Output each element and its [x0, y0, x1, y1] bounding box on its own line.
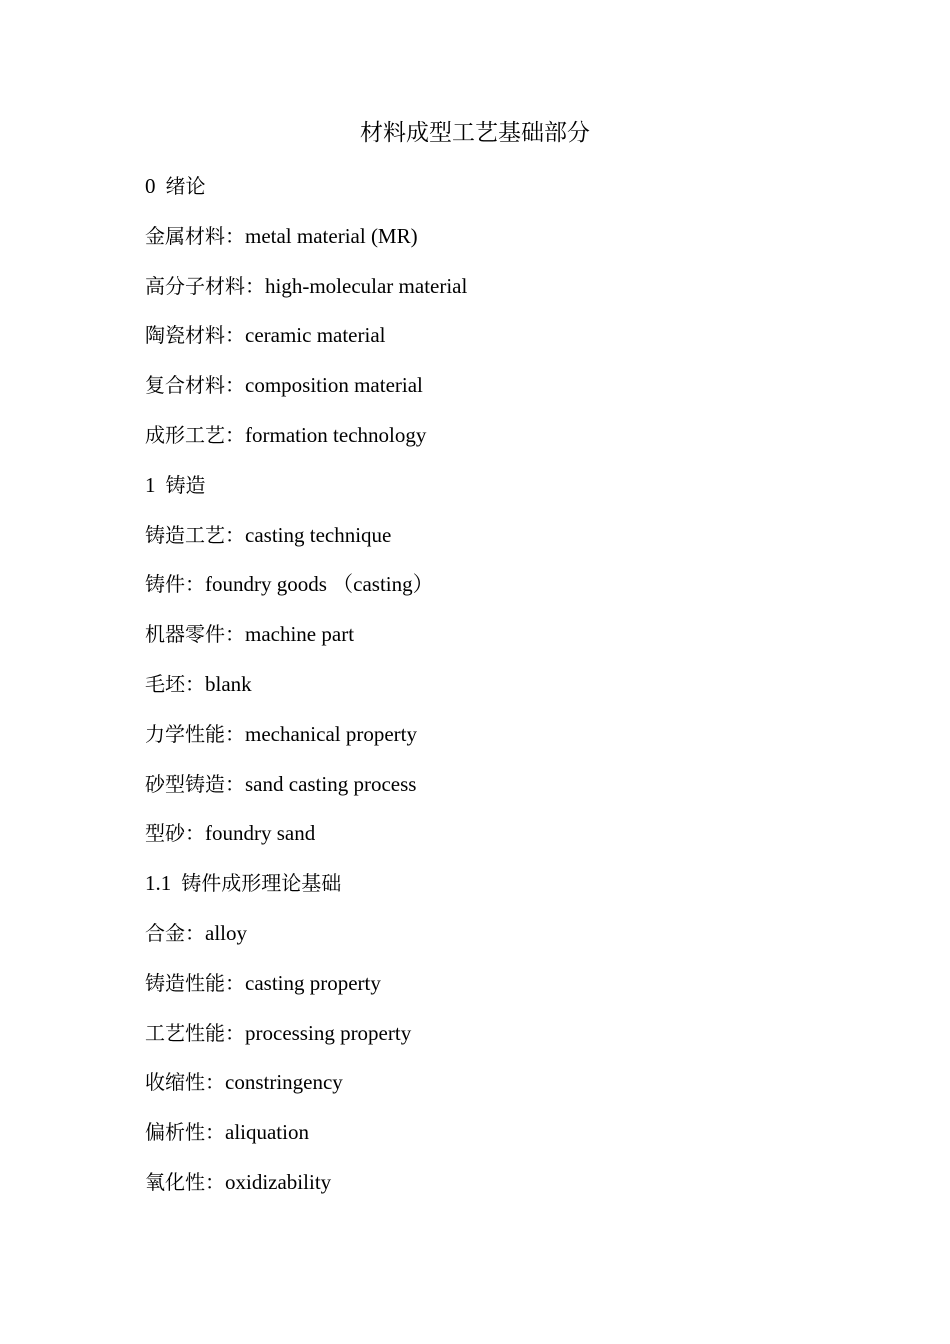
- glossary-term: [145, 966, 905, 1016]
- glossary-term: [145, 269, 905, 319]
- glossary-lines: [145, 169, 905, 1215]
- term-chinese: 铸件：: [145, 572, 205, 597]
- term-english: aliquation: [225, 1120, 309, 1145]
- term-english: casting property: [245, 970, 381, 995]
- section-title: 铸件成形理论基础: [181, 871, 342, 896]
- term-chinese: 偏析性：: [145, 1120, 225, 1145]
- glossary-term: [145, 767, 905, 817]
- section-number: 1.1: [145, 871, 172, 896]
- term-chinese: 收缩性：: [145, 1070, 225, 1095]
- term-english: metal material (MR): [245, 223, 418, 248]
- term-chinese: 金属材料：: [145, 223, 245, 248]
- section-heading: [145, 169, 905, 219]
- term-english: composition material: [245, 373, 423, 398]
- term-english: alloy: [205, 920, 247, 945]
- term-english: foundry goods （casting）: [205, 572, 434, 597]
- term-chinese: 铸造工艺：: [145, 522, 245, 547]
- glossary-term: [145, 1016, 905, 1066]
- section-title: 绪论: [165, 174, 206, 198]
- term-english: ceramic material: [245, 323, 386, 348]
- glossary-term: [145, 916, 905, 966]
- glossary-term: [145, 617, 905, 667]
- glossary-term: [145, 219, 905, 269]
- glossary-term: [145, 418, 905, 468]
- term-english: machine part: [245, 622, 355, 647]
- section-heading: [145, 866, 905, 916]
- section-heading: [145, 468, 905, 518]
- term-chinese: 复合材料：: [145, 373, 245, 398]
- term-chinese: 高分子材料：: [145, 273, 265, 298]
- term-chinese: 砂型铸造：: [145, 771, 245, 796]
- term-english: blank: [205, 671, 252, 696]
- section-title: 铸造: [165, 472, 206, 497]
- glossary-term: [145, 518, 905, 568]
- document-title: 材料成型工艺基础部分: [360, 120, 590, 146]
- term-english: formation technology: [245, 422, 427, 447]
- term-english: foundry sand: [205, 821, 316, 846]
- glossary-term: [145, 318, 905, 368]
- term-english: oxidizability: [225, 1169, 332, 1194]
- glossary-term: [145, 1065, 905, 1115]
- term-english: processing property: [245, 1020, 412, 1045]
- glossary-term: [145, 717, 905, 767]
- term-chinese: 毛坯：: [145, 671, 205, 696]
- term-english: mechanical property: [245, 721, 417, 746]
- glossary-term: [145, 1165, 905, 1215]
- term-chinese: 力学性能：: [145, 721, 245, 746]
- term-chinese: 型砂：: [145, 821, 205, 846]
- term-chinese: 工艺性能：: [145, 1020, 245, 1045]
- term-chinese: 合金：: [145, 920, 205, 945]
- term-chinese: 陶瓷材料：: [145, 323, 245, 348]
- glossary-term: [145, 368, 905, 418]
- term-chinese: 氧化性：: [145, 1169, 225, 1194]
- term-chinese: 铸造性能：: [145, 970, 245, 995]
- term-english: constringency: [225, 1070, 343, 1095]
- term-english: sand casting process: [245, 771, 417, 796]
- term-english: casting technique: [245, 522, 392, 547]
- term-english: high-molecular material: [265, 273, 468, 298]
- section-number: 1: [145, 472, 156, 497]
- term-chinese: 成形工艺：: [145, 422, 245, 447]
- section-number: 0: [145, 174, 156, 198]
- glossary-term: [145, 1115, 905, 1165]
- glossary-term: [145, 816, 905, 866]
- term-chinese: 机器零件：: [145, 622, 245, 647]
- glossary-term: [145, 667, 905, 717]
- glossary-term: [145, 567, 905, 617]
